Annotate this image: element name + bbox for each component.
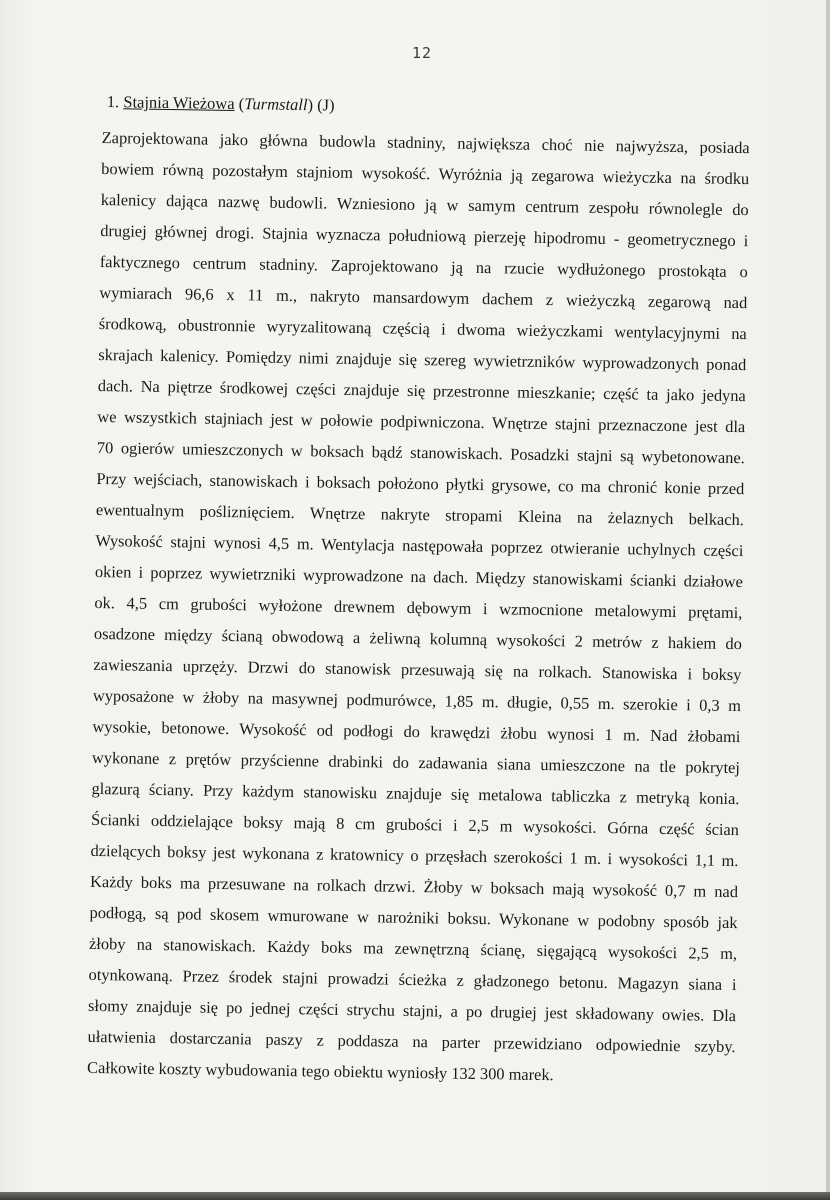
text-line: żłoby na stanowiskach. Każdy boks ma zewnętrzną ścianę, sięgającą wysokości 2,5 m, bbox=[88, 933, 738, 964]
text-line: kalenicy dająca nazwę budowli. Wzniesiono ją w samym centrum zespołu równolegle do bbox=[100, 189, 749, 220]
text-line: środkową, obustronnie wyryzalitowaną częścią i dwoma wieżyczkami wentylacyjnymi na bbox=[98, 313, 747, 344]
german-name: Turmstall bbox=[244, 94, 308, 115]
text-line: wymiarach 96,6 x 11 m., nakryto mansardowym dachem z wieżyczką zegarową nad bbox=[99, 282, 748, 313]
text-line: Wysokość stajni wynosi 4,5 m. Wentylacja następowała poprzez otwieranie uchylnych części bbox=[95, 530, 744, 561]
text-line: wysokie, betonowe. Wysokość od podłogi do krawędzi żłobu wynosi 1 m. Nad żłobami bbox=[92, 716, 741, 747]
section-title: Stajnia Wieżowa bbox=[123, 92, 235, 114]
text-line: dzielących boksy jest wykonana z kratownicy o przęsłach szerokości 1 m. i wysokości 1,1 m. bbox=[90, 840, 739, 871]
text-line: dach. Na piętrze środkowej części znajduje się przestronne mieszkanie; część ta jako jedyna bbox=[97, 375, 746, 406]
text-line: glazurą ściany. Przy każdym stanowisku znajduje się metalowa tabliczka z metryką konia. bbox=[91, 778, 740, 809]
text-line: Zaprojektowana jako główna budowla stadniny, największa choć nie najwyższa, posiada bbox=[101, 127, 750, 158]
text-line: faktycznego centrum stadniny. Zaprojektowano ją na rzucie wydłużonego prostokąta o bbox=[99, 251, 748, 282]
text-line: drugiej głównej drogi. Stajnia wyznacza południową pierzeję hipodromu - geometrycznego i bbox=[100, 220, 749, 251]
text-line: okien i poprzez wywietrzniki wyprowadzone na dach. Między stanowiskami ścianki działowe bbox=[94, 561, 744, 592]
text-line: zawieszania uprzęży. Drzwi do stanowisk przesuwają się na rolkach. Stanowiska i boksy bbox=[93, 654, 742, 685]
text-line: wyposażone w żłoby na masywnej podmurówce, 1,85 m. długie, 0,55 m. szerokie i 0,3 m bbox=[92, 685, 742, 716]
text-line: osadzone między ścianą obwodową a żeliwną kolumną wysokości 2 metrów z hakiem do bbox=[93, 623, 743, 654]
text-line: ułatwienia dostarczania paszy z poddasza na parter przewidziano odpowiednie szyby. bbox=[87, 1026, 736, 1057]
text-line: 70 ogierów umieszczonych w boksach bądź stanowiskach. Posadzki stajni są wybetonowane. bbox=[96, 437, 745, 468]
text-line: ok. 4,5 cm grubości wyłożone drewnem dębowym i wzmocnione metalowymi prętami, bbox=[94, 592, 743, 623]
german-name-open: ( bbox=[238, 94, 245, 114]
section-number: 1. bbox=[106, 92, 120, 112]
german-name-close: ) bbox=[307, 95, 314, 115]
page-number: 12 bbox=[412, 44, 433, 62]
text-line: Ścianki oddzielające boksy mają 8 cm grubości i 2,5 m wysokości. Górna część ścian bbox=[90, 809, 740, 840]
text-line: wykonane z prętów przyścienne drabinki do zadawania siana umieszczone na tle pokrytej bbox=[91, 747, 741, 778]
page-bottom-edge bbox=[0, 1192, 830, 1200]
text-line: bowiem równą pozostałym stajniom wysokość. Wyróżnia ją zegarowa wieżyczka na środku bbox=[101, 158, 750, 189]
text-line: skrajach kalenicy. Pomiędzy nimi znajduje się szereg wywietrzników wyprowadzonych ponad bbox=[98, 344, 747, 375]
text-line: otynkowaną. Przez środek stajni prowadzi ścieżka z gładzonego betonu. Magazyn siana i bbox=[88, 964, 737, 995]
text-line: Przy wejściach, stanowiskach i boksach położono płytki grysowe, co ma chronić konie przed bbox=[96, 468, 745, 499]
text-line: słomy znajduje się po jednej części strychu stajni, a po drugiej jest składowany owies. Dla bbox=[87, 995, 737, 1026]
text-line: Każdy boks ma przesuwane na rolkach drzwi. Żłoby w boksach mają wysokość 0,7 m nad bbox=[89, 871, 739, 902]
text-line: we wszystkich stajniach jest w połowie podpiwniczona. Wnętrze stajni przeznaczone jest dla bbox=[97, 406, 746, 437]
page-right-edge bbox=[826, 0, 830, 1200]
text-line: podłogą, są pod skosem wmurowane w narożniki boksu. Wykonane w podobny sposób jak bbox=[89, 902, 738, 933]
body-text bbox=[87, 122, 750, 1093]
text-line: Całkowite koszty wybudowania tego obiektu wyniosły 132 300 marek. bbox=[86, 1057, 554, 1085]
section-tag: (J) bbox=[317, 95, 335, 115]
section-heading bbox=[107, 92, 335, 116]
text-line: ewentualnym pośliznięciem. Wnętrze nakryte stropami Kleina na żelaznych belkach. bbox=[95, 499, 744, 530]
